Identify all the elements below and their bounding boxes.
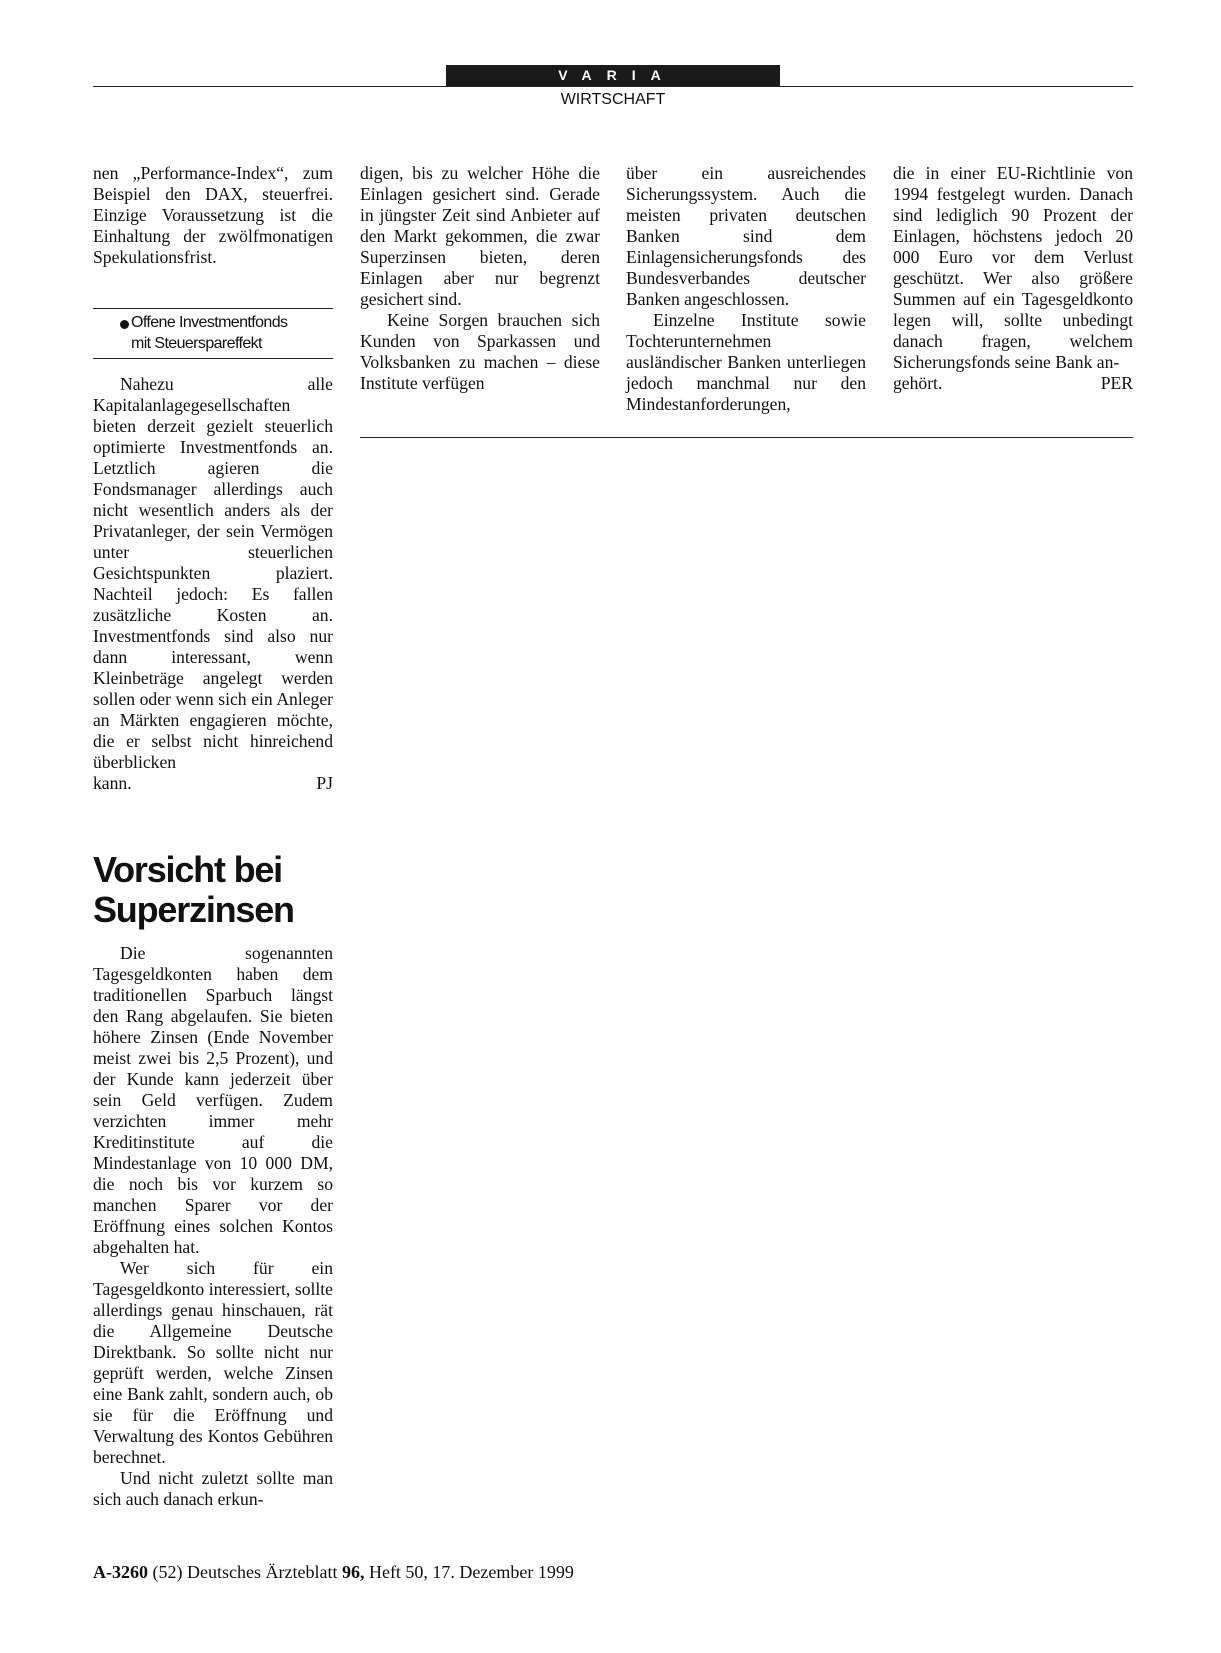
- author-initials: PJ: [316, 773, 333, 793]
- paragraph: digen, bis zu welcher Höhe die Einlagen gesichert sind. Gerade in jüngster Zeit sind Anbieter auf den Markt gekommen, die zwar Superzinsen bieten, deren Einlagen aber nur begrenzt gesichert sind.: [360, 163, 600, 309]
- last-word: kann.: [93, 773, 132, 793]
- paragraph: [93, 374, 333, 773]
- author-initials: PER: [1100, 373, 1133, 393]
- paragraph-text: Nahezu alle Kapitalanlagegesellschaften bieten derzeit gezielt steuerlich optimierte Investmentfonds an. Letztlich agieren die Fondsmanager allerdings auch nicht wesentlich anders als der Privatanleger, der sein Vermögen unter steuerlichen Gesichtspunkten plaziert. Nachteil jedoch: Es fallen zusätzliche Kosten an. Investmentfonds sind also nur dann interessant, wenn Kleinbeträge angelegt werden sollen oder wenn sich ein Anleger an Märkten engagieren möchte, die er selbst nicht hinreichend überblicken: [93, 374, 333, 772]
- article-column-2: [360, 163, 600, 394]
- bullet-icon: [120, 320, 129, 329]
- volume: 96,: [341, 1562, 365, 1582]
- subheading-line-2: mit Steuerspareffekt: [131, 335, 262, 352]
- article-column-4: [893, 163, 1133, 394]
- issue-date: Heft 50, 17. Dezember 1999: [368, 1562, 574, 1582]
- page-number: (52): [152, 1562, 183, 1582]
- paragraph: Wer sich für ein Tagesgeldkonto interessiert, sollte allerdings genau hinschauen, rät die Allgemeine Deutsche Direktbank. So sollte nicht nur geprüft werden, welche Zinsen eine Bank zahlt, sondern auch, ob sie für die Eröffnung und Verwaltung des Kontos Gebühren berechnet.: [93, 1258, 333, 1467]
- paragraph: Keine Sorgen brauchen sich Kunden von Sparkassen und Volksbanken zu machen – diese Institute verfügen: [360, 310, 600, 393]
- headline-line-1: Vorsicht bei: [93, 849, 282, 890]
- signature-line: [893, 373, 1133, 394]
- journal-name: Deutsches Ärzteblatt: [187, 1562, 338, 1582]
- article-column-1-top: [93, 163, 333, 268]
- article-column-1-bottom: [93, 943, 333, 1510]
- paragraph: über ein ausreichendes Sicherungssystem. Auch die meisten privaten deutschen Banken sind dem Einlagensicherungsfonds des Bundesverbandes deutscher Banken angeschlossen.: [626, 163, 866, 309]
- subsection-label: WIRTSCHAFT: [560, 91, 666, 108]
- paragraph: die in einer EU-Richtlinie von 1994 festgelegt wurden. Danach sind lediglich 90 Prozent der Einlagen, höchstens jedoch 20 000 Euro vor dem Verlust geschützt. Wer also größere Summen auf ein Tagesgeldkonto legen will, sollte unbedingt danach fragen, welchem Sicherungsfonds seine Bank an-: [893, 163, 1133, 372]
- paragraph: Die sogenannten Tagesgeldkonten haben dem traditionellen Sparbuch längst den Rang abgelaufen. Sie bieten höhere Zinsen (Ende November meist zwei bis 2,5 Prozent), und der Kunde kann jederzeit über sein Geld verfügen. Zudem verzichten immer mehr Kreditinstitute auf die Mindestanlage von 10 000 DM, die noch bis vor kurzem so manchen Sparer vor der Eröffnung eines solchen Kontos abgehalten hat.: [93, 943, 333, 1257]
- paragraph: nen „Performance-Index“, zum Beispiel den DAX, steuerfrei. Einzige Voraussetzung ist die Einhaltung der zwölfmonatigen Spekulationsfrist.: [93, 163, 333, 267]
- column-end-rule: [360, 437, 1133, 438]
- article-column-1-middle: [93, 374, 333, 794]
- header-rule: [93, 86, 1133, 87]
- last-word: gehört.: [893, 373, 943, 393]
- article-headline: [93, 850, 353, 930]
- page-code: A-3260: [93, 1562, 148, 1582]
- section-label: VARIA: [446, 65, 780, 86]
- headline-line-2: Superzinsen: [93, 889, 294, 930]
- page-footer: [93, 1561, 574, 1583]
- article-column-3: [626, 163, 866, 415]
- subheading-line-1: Offene Investmentfonds: [131, 314, 288, 331]
- paragraph: Und nicht zuletzt sollte man sich auch danach erkun-: [93, 1468, 333, 1509]
- subheading-box: [93, 308, 333, 359]
- signature-line: [93, 773, 333, 794]
- paragraph: Einzelne Institute sowie Tochterunternehmen ausländischer Banken unterliegen jedoch manchmal nur den Mindestanforderungen,: [626, 310, 866, 414]
